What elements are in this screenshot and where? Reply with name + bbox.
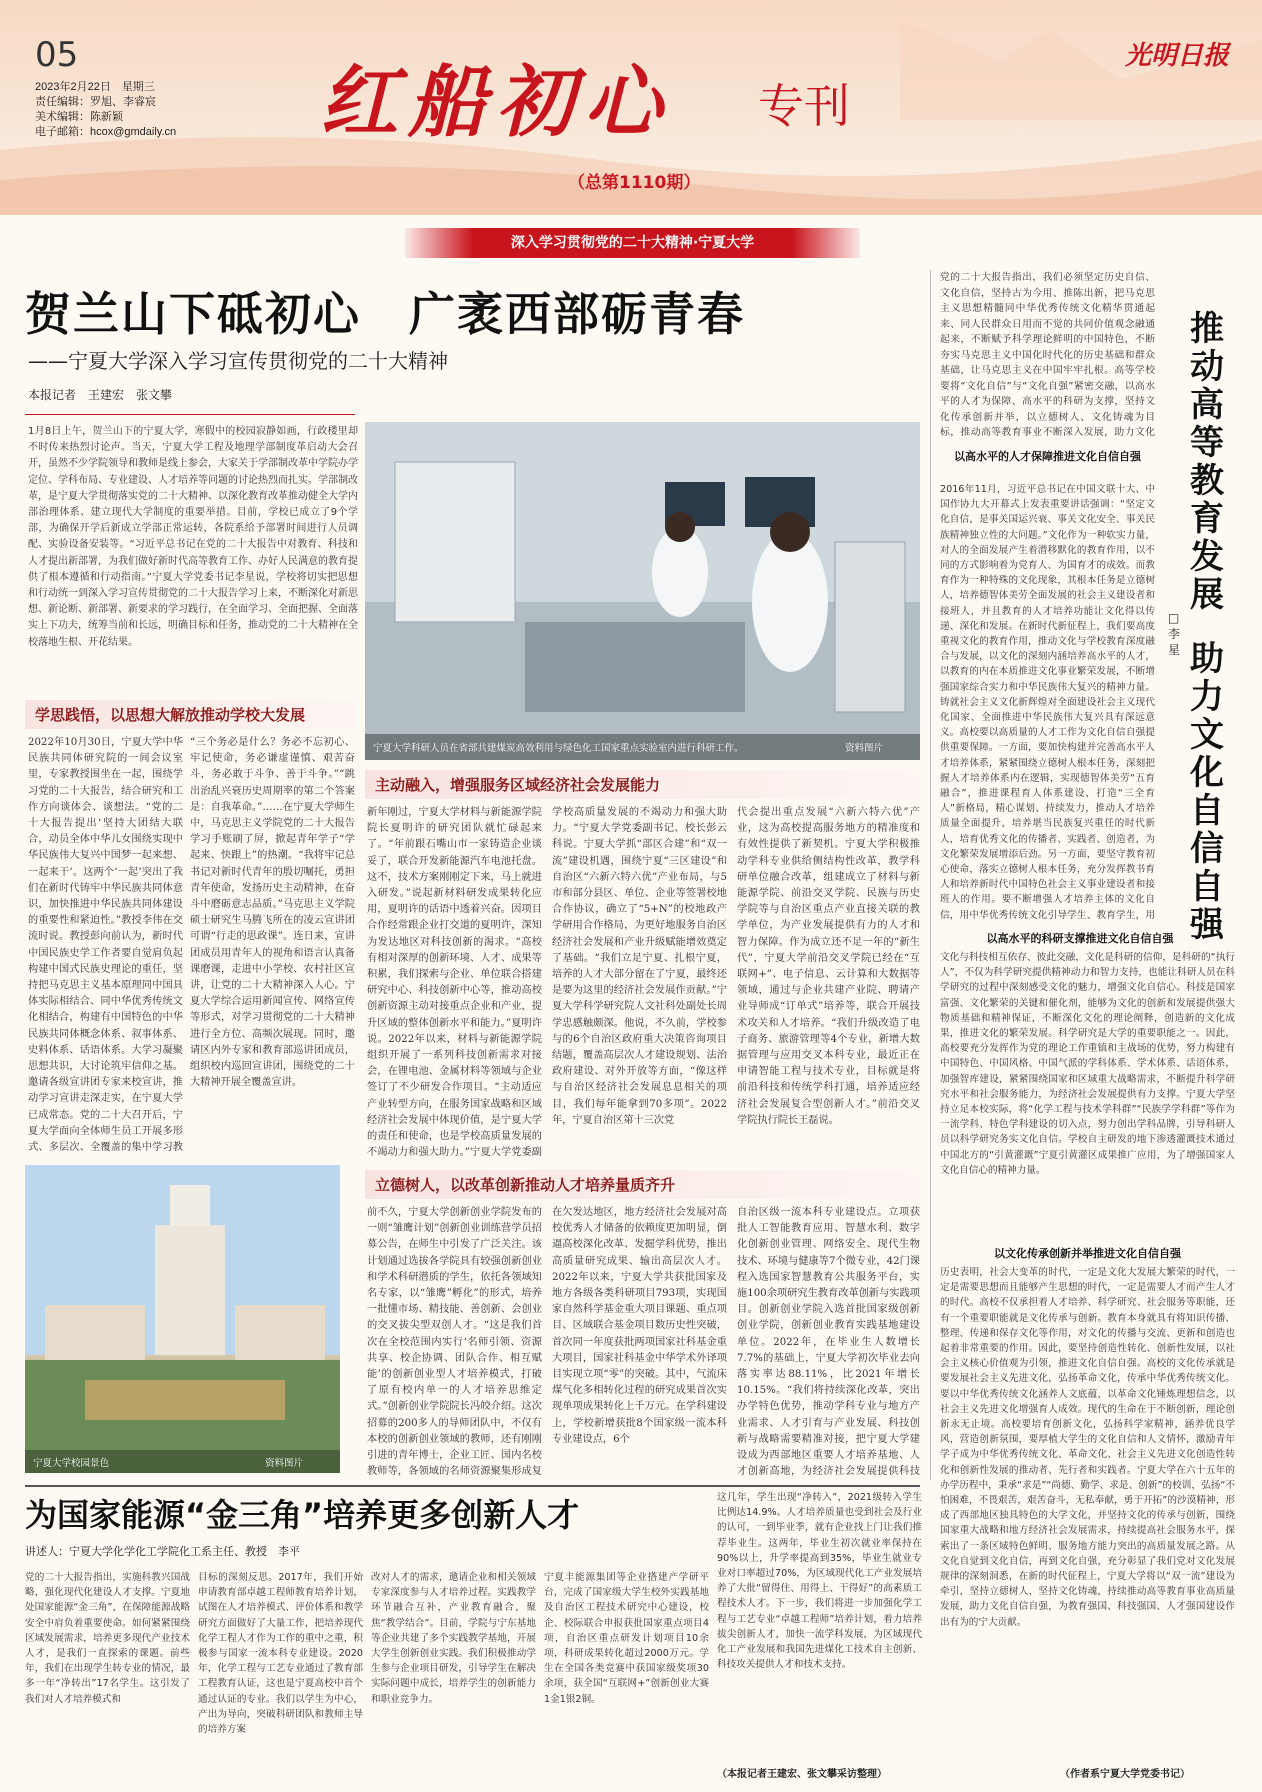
bottom-column4: 宁夏丰能源集团等企业搭建产学研平台，完成了国家级大学生校外实践基地及自治区工程技术研究中心建设，校企、校际联合申报获批国家重点项目4项，自治区重点研发计划项目10余项，科研成果转化超过2000万元。学生在全国各类竞赛中获国家级奖项30余项，获全国“互联网+”创新创业大赛1金1银2铜。 (544, 1572, 709, 1705)
main-headline: 贺兰山下砥初心 广袤西部砺青春 (25, 287, 745, 341)
campus-photo-illustration (25, 1165, 340, 1473)
campus-photo (25, 1165, 340, 1473)
side-intro: 党的二十大报告指出，我们必须坚定历史自信、文化自信，坚持古为今用、推陈出新，把马克思主义思想精髓同中华优秀传统文化精华贯通起来、同人民群众日用而不觉的共同价值观念融通起来，不断赋予科学理论鲜明的中国特色，不断夯实马克思主义中国化时代化的历史基础和群众基础，让马克思主义在中国牢牢扎根。高等学校要将“文化自信”与“文化自强”紧密交融，以高水平的人才为保障、高水平的科研为支撑，坚持文化传承创新并举，以立德树人、文化铸魂为目标，推动高等教育事业不断深入发展，助力文化 (940, 272, 1155, 438)
campus-photo-caption: 宁夏大学校园景色 (33, 1458, 110, 1469)
newspaper-logo: 光明日报 (1125, 41, 1230, 71)
issue-number: （总第1110期） (568, 173, 701, 193)
bottom-column2: 目标的深刻反思。2017年，我们开始申请教育部卓越工程师教育培养计划，试图在人才培养模式、评价体系和教学研究方面做好了大量工作，把培养现代化学工程人才作为工作的重中之重，积极参与国家一流本科专业建设。2020年，化学工程与工艺专业通过了教育部工程教育认证，这也是宁夏高校中首个通过认证的专业。我们以学生为中心，产出为导向，突破科研团队和教师主导的培养方案 (198, 1572, 363, 1736)
divider (25, 414, 355, 415)
bottom-credit: （本报记者王建宏、张文攀采访整理） (717, 1769, 887, 1780)
side-sec1-title: 以高水平的人才保障推进文化自信自强 (954, 450, 1141, 463)
lab-photo-illustration (365, 422, 920, 760)
page-number: 05 (35, 35, 79, 75)
section3-column1: 前不久，宁夏大学创新创业学院发布的一则“雏鹰计划”创新创业训练营学员招募公告，在师生中引发了广泛关注。该计划通过选拔各学院具有较强创新创业和学术科研潜质的学生，依托各领域知名专家，以“雏鹰”孵化”的形式，培养一批懂市场、精技能、善创新、会创业的交叉拔尖型双创人才。“这是我们首次在全校范围内实行‘名师引领、资源共享、校企协调、团队合作、相互赋能’的创新创业型人才培养模式，打破了原有校内单一的人才培养思维定式。”创新创业学院院长冯皎介绍。这次招募的200多人的导师团队中，不仅有本校的创新创业领域的教师，还有刚刚引进的青年博士，企业工匠、国内名校教师等，各领域的名师资源聚集形成复 (367, 1207, 542, 1478)
side-author: □李星 (1168, 611, 1181, 657)
side-title-part1: 推动高等教育发展 (1190, 309, 1224, 615)
side-sec2-body: 文化与科技相互依存、彼此交融，文化是科研的信仰，是科研的“执行人”，不仅为科学研究提供精神动力和智力支持，也能让科研人员在科学研究的过程中深刻感受文化的魅力，增强文化自信心。科技是国家富强、文化繁荣的关键和催化剂，能够为文化的创新和发展提供强大物质基础和精神保证，不断深化文化的理论阐释，创造新的文化成果，推进文化的繁荣发展。科学研究是大学的重要职能之一。因此，高校要充分发挥作为党的理论工作重镇和主战场的优势，努力构建有中国特色、中国风格、中国气派的学科体系、学术体系、话语体系，加强智库建设，紧紧围绕国家和区域重大战略需求，不断提升科学研究水平和社会服务能力，为经济社会发展提供有力支撑。宁夏大学坚持立足本校实际，将“化学工程与技术学科群”“民族学学科群”等作为一流学科、特色学科建设的切入点，努力创出学科品牌，引导科研人员以科学研究务实文化自信。学校自主研发的地下渗透灌溉技术通过中国北方的“引黄灌溉”宁夏引黄灌区成果推广应用，为了增强国家人文化自信心的精神力量。 (940, 952, 1235, 1176)
section2-column3: 代会提出重点发展“六新六特六优”产业，这为高校提高服务地方的精准度和有效性提供了新契机。宁夏大学积极推动学科专业供给侧结构性改革，教学科研单位融合改革，组建成立了材料与新能源学院、前沿交叉学院、民族与历史学院等与自治区重点产业直接关联的教学单位，为产业发展提供有力的人才和智力保障。作为成立还不足一年的“新生代”，宁夏大学前沿交叉学院已经在“互联网+”、电子信息、云计算和大数据等领域，通过与企业共建产业院、聘请产业导师成“订单式”培养等，联合开展技术攻关和人才培养。“我们升级改造了电子商务、旅游管理等4个专业，新增大数据管理与应用交叉本科专业，最近正在申请智能工程与技术专业，目标就是将前沿科技和传统学科打通，培养适应经济社会发展复合型创新人才。”前沿交叉学院执行院长王磊说。 (737, 807, 920, 1126)
section2-column2: 学校高质量发展的不竭动力和强大助力。“宁夏大学党委副书记、校长彭云科说。宁夏大学抓“部区合建”和“双一流”建设机遇，围绕宁夏“三区建设”和自治区“六新六特六优”产业布局，与5市和部分县区、单位、企业等签署校地合作协议，确立了“5+N”的校地政产学研用合作格局，为更好地服务自治区经济社会发展和产业升级赋能增效奠定了基础。“我们立足宁夏、扎根宁夏，培养的人才大部分留在了宁夏，最终还是要为这里的经济社会发展作贡献。”宁夏大学科学研究院人文社科处副处长周学忠感触颇深。他说，不久前，学校参与的6个自治区政府重大决策咨询项目结题，覆盖高层次人才建设规划、法治政府建设、对外开放等方面，“像这样与自治区经济社会发展息息相关的项目，我们每年能拿到70多项”。2022年，宁夏自治区第十三次党 (552, 807, 727, 1126)
lead-paragraph: 1月8日上午，贺兰山下的宁夏大学，寒假中的校园寂静如画，行政楼里却不时传来热烈讨论声。当天，宁夏大学工程及地理学部制度革启动大会召开，虽然不少学院领导和教师是线上参会，大家关于学部制改革中学院办学定位、学科布局、专业建设、人才培养等问题的讨论热烈而扎实。学部制改革，是宁夏大学贯彻落实党的二十大精神、以深化教育改革推动健全大学内部治理体系、建立现代大学制度的重要举措。目前，学校已成立了9个学部，为确保开学后新成立学部正常运转，各院系给予部署时间进行人员调配、实验设备安装等。“习近平总书记在党的二十大报告中对教育、科技和人才提出新部署，为我们做好新时代高等教育工作、办好人民满意的教育提供了根本遵循和行动指南。”宁夏大学党委书记李星说，学校将切实把思想和行动统一到深入学习宣传贯彻党的二十大报告学习上来，不断深化对新思想、新论断、新部署、新要求的学习践行，在全面学习、全面把握、全面落实上下功夫，统筹当前和长远，明确目标和任务，推动党的二十大精神在全校落地生根、开花结果。 (28, 426, 358, 648)
column-divider (930, 270, 931, 1480)
art-editor: 美术编辑：陈新颖 (35, 111, 123, 123)
bottom-speaker: 讲述人：宁夏大学化学化工学院化工系主任、教授 李平 (25, 1545, 300, 1558)
side-sec3-body: 历史表明，社会大变革的时代，一定是文化大发展大繁荣的时代，一定是需要思想而且能够产生思想的时代，一定是需要人才而产生人才的时代。高校不仅承担着人才培养、科学研究、社会服务等职能，还有一个重要职能就是文化传承与创新。教育本身就具有将知识传播、整理、传递和保存文化等作用，对文化的传播与交流、更新和创造也起着非常重要的作用。因此，要坚持创造性转化、创新性发展，以社会主义核心价值观为引领，推进文化自信自强。高校的文化传承就是要发展社会主义先进文化，弘扬革命文化，传承中华优秀传统文化。要以中华优秀传统文化涵养人文底蕴，以革命文化锤炼理想信念，以社会主义先进文化增强育人成效。现代的生命在于不断创新，理论创新永无止境。高校要培育创新文化，弘扬科学家精神，涵养优良学风，营造创新氛围，要厚植大学生的文化自信和人文情怀，激励青年学子成为中华优秀传统文化、革命文化、社会主义先进文化创造性转化和创新性发展的推动者、先行者和实践者。宁夏大学在六十五年的办学历程中，秉承“求是”“尚德、勤学、求是、创新”的校训，弘扬“不怕困难，不畏艰苦，艰苦奋斗，无私奉献，勇于开拓”的沙漠精神，形成了西部地区独具特色的大学文化，并坚持文化的传承与创新，围绕国家重大战略和地方经济社会发展需求，持续提高社会服务水平，探索出了一条区域特色鲜明、服务地方能力突出的高质量发展之路。从文化自觉到文化自信，再到文化自强，充分彰显了我们党对文化发展规律的深刻洞悉，在新的时代征程上，宁夏大学将以“双一流”建设为牵引，坚持立德树人，坚持文化铸魂，持续推动高等教育事业高质量发展，助力文化自信自强，为教育强国、科技强国、人才强国建设作出有为的宁大贡献。 (940, 1267, 1235, 1628)
section3-title: 立德树人，以改革创新推动人才培养量质齐升 (365, 1170, 920, 1199)
column-title: 红船初心 (320, 57, 673, 148)
side-title-part2: 助力文化自信自强 (1190, 639, 1224, 945)
issue-date: 2023年2月22日 星期三 (35, 81, 155, 93)
bottom-headline: 为国家能源“金三角”培养更多创新人才 (25, 1496, 580, 1534)
lab-photo-caption: 宁夏大学科研人员在省部共建煤炭高效利用与绿色化工国家重点实验室内进行科研工作。 (373, 743, 744, 754)
campus-photo-credit: 资料图片 (265, 1458, 304, 1469)
bottom-column1: 党的二十大报告指出，实施科教兴国战略，强化现代化建设人才支撑。宁夏地处国家能源“金三角”，在保障能源战略安全中肩负着重要使命。如何紧紧围绕区域发展需求，培养更多现代产业技术人才，是我们一直探索的课题。前些年，我们在出现学生转专业的情况，最多一年“净转出”17名学生。这引发了我们对人才培养模式和 (25, 1572, 190, 1705)
side-sec3-title: 以文化传承创新并举推进文化自信自强 (994, 1247, 1181, 1260)
lab-photo (365, 422, 920, 760)
section1-title: 学思践悟，以思想大解放推动学校大发展 (25, 700, 355, 729)
main-subheadline: ——宁夏大学深入学习宣传贯彻党的二十大精神 (28, 349, 448, 373)
section1-column1: 2022年10月30日，宁夏大学中华民族共同体研究院的一间会议室里，专家教授围坐在一起，围绕学习党的二十大报告，结合研究和工作方向谈体会、谈想法。“党的二十大报告提出‘坚持大团结大联合，动员全体中华儿女围绕实现中华民族伟大复兴中国梦一起来想、一起来干’。这两个‘一起’突出了我们在新时代铸牢中华民族共同体意识，加快推进中华民族共同体建设的重要性和紧迫性。”教授李伟在交流时说。教授彭向前认为，新时代中国民族史学工作者要自觉肩负起构建中国式民族史理论的重任，坚持把马克思主义基本原理同中国具体实际相结合、同中华优秀传统文化相结合，构建有中国特色的中华民族共同体概念体系、叙事体系、史料体系、话语体系。大学习凝聚思想共识，大讨论筑牢信仰之基。邀请各级宣讲团专家来校宣讲，推动学习宣讲走深走实，在宁夏大学已成常态。党的二十大召开后，宁夏大学面向全体师生员工开展多形式、多层次、全覆盖的集中学习教 (28, 737, 183, 1154)
side-sec2-title: 以高水平的科研支撑推进文化自信自强 (986, 932, 1174, 945)
section2-title: 主动融入，增强服务区域经济社会发展能力 (365, 770, 920, 799)
section3-column2: 在欠发达地区，地方经济社会发展对高校优秀人才储备的依赖度更加明显，倒逼高校深化改革、发掘学科优势，推出高质量研究成果、输出高层次人才。2022年以来，宁夏大学共获批国家及地方各级各类科研项目793项，实现国家自然科学基金重大项目课题、重点项目、区域联合基金项目数历史性突破，首次同一年度获批两项国家社科基金重大项目，国家社科基金中华学术外译项目实现立项“零”的突破。其中，气流床煤气化多相转化过程的研究成果首次实现单项成果转化上千万元。在学科建设上，学校新增获批8个国家级一流本科专业建设点，6个 (552, 1207, 727, 1445)
column-subtitle: 专刊 (758, 79, 850, 133)
topic-banner: 深入学习贯彻党的二十大精神·宁夏大学 (405, 228, 860, 258)
masthead-meta (35, 80, 176, 140)
email: 电子邮箱：hcox@gmdaily.cn (35, 126, 177, 138)
bottom-divider (25, 1485, 920, 1487)
section1-column2: “三个务必是什么？务必不忘初心、牢记使命，务必谦虚谨慎、艰苦奋斗，务必敢于斗争、善于斗争。”“跳出治乱兴衰历史周期率的第二个答案是：自我革命。”……在宁夏大学师生中，马克思主义学院党的二十大报告学习手账刷了屏，掀起青年学子“学起来、快跟上”的热潮。“我将牢记总书记对新时代青年的殷切嘱托，勇担青年使命，发扬历史主动精神，在奋斗中磨砺意志品质。”马克思主义学院硕士研究生马腾飞所在的凌云宣讲团可谓“行走的思政课”。连日来，宣讲团成员用青年人的视角和语言认真备课磨课，走进中小学校、农村社区宣讲，让党的二十大精神深入人心。宁夏大学综合运用新闻宣传、网络宣传等形式，对学习贯彻党的二十大精神进行全方位、高频次展现。同时，邀请区内外专家和教育部巡讲团成员，组织校内巡回宣讲团，围绕党的二十大精神开展全覆盖宣讲。 (190, 737, 355, 1089)
section3-column3: 自治区级一流本科专业建设点。立项获批人工智能教育应用、智慧水利、数字化创新创业管理、网络安全、现代生物技术、环境与健康等7个微专业，42门课程入选国家智慧教育公共服务平台，实施100余项研究生教育改革创新与实践项目。创新创业学院入选首批国家级创新创业学院，创新创业教育实践基地建设单位。2022年，在毕业生人数增长7.7%的基础上，宁夏大学初次毕业去向落实率达88.11%，比2021年增长10.15%。“我们将持续深化改革，突出办学特色优势，推动学科专业与地方产业需求、人才引育与产业发展、科技创新与战略需要精准对接，把宁夏大学建设成为西部地区重要人才培养基地、人才创新高地，为经济社会发展提供科技 (737, 1207, 920, 1478)
lab-photo-credit: 资料图片 (845, 743, 884, 754)
section2-column1: 新年刚过，宁夏大学材料与新能源学院院长夏明许的研究团队就忙碌起来了。“年前跟石嘴山市一家铸造企业谈妥了，联合开发新能源汽车电池托盘。这不，技术方案刚刚定下来，马上就进入研发。”说起新材料研发成果转化应用，夏明许的话语中透着兴奋。因项目合作经常跟企业打交道的夏明许，深知为发达地区对科技创新的渴求。“高校有相对深厚的创新环境、人才、成果等积累，我们探索与企业、单位联合搭建研究中心、科技创新中心等，推动高校创新资源主动对接重点企业和产业，提升区域的整体创新水平和能力。”夏明许说。2022年以来，材料与新能源学院组织开展了一系列科技创新需求对接会，在锂电池、金属材料等领域与企业签订了不少研发合作项目。“主动适应产业转型方向，在服务国家战略和区域经济社会发展中体现价值，是宁夏大学的责任和使命，也是学校高质量发展的不竭动力和强大助力。”宁夏大学党委副 (367, 807, 542, 1159)
bottom-column5: 这几年，学生出现“净转入”，2021级转入学生比例达14.9%。人才培养质量也受到社会及行业的认可，一到毕业季，就有企业找上门让我们推荐毕业生。这两年，毕业生初次就业率保持在90%以上，升学率提高到35%，毕业生就业专业对口率超过70%，为区域现代化工产业发展培养了大批“留得住、用得上、干得好”的高素质工程技术人才。下一步，我们将进一步加强化学工程与工艺专业“卓越工程师”培养计划，着力培养拔尖创新人才，加快一流学科发展，为区域现代化工产业发展和我国先进煤化工技术自主创新、科技攻关提供人才和技术支持。 (717, 1492, 922, 1671)
side-footer: （作者系宁夏大学党委书记） (1060, 1769, 1190, 1780)
bottom-column3: 改对人才的需求，邀请企业和相关领域专家深度参与人才培养过程。实践教学环节融合互补，产业教育融合，聚焦“教学结合”。目前，学院与宁东基地等企业共建了多个实践教学基地，开展大学生创新创业实践。我们积极推动学生参与企业项目研发，引导学生在解决实际问题中成长，培养学生的创新能力和职业竞争力。 (371, 1572, 536, 1705)
byline: 本报记者 王建宏 张文攀 (28, 388, 173, 402)
side-sec1-body: 2016年11月，习近平总书记在中国文联十大、中国作协九大开幕式上发表重要讲话强调：“坚定文化自信，是事关国运兴衰、事关文化安全、事关民族精神独立性的大问题。”文化作为一种软实力量，对人的全面发展产生着潜移默化的教育作用，以不同的方式影响着为党育人、为国育才的成效。而教育作为一种特殊的文化现象，其根本任务是立德树人，培养德智体美劳全面发展的社会主义建设者和接班人，并且教育的人才培养功能让文化得以传递、深化和发展。在新时代新征程上，我们要高度重视文化的教育作用，推动文化与学校教育深度融合与发展，以文化的深刻内涵培养高水平的人才，以教育的内在本质推进文化事业繁荣发展，不断增强国家综合实力和中华民族伟大复兴的精神力量。铸就社会主义文化新辉煌对全面建设社会主义现代化国家、全面推进中华民族伟大复兴具有深远意义。高校要以高质量的人才工作为文化自信自强提供重要保障。一方面，要加快构建并完善高水平人才培养体系，紧紧围绕立德树人根本任务，深刻把握人才培养体系内在逻辑，实现德智体美劳“五育融合”，推进课程育人体系建设，打造“三全育人”新格局，精心谋划、持续发力，推动人才培养质量全面提升，培养堪当民族复兴重任的时代新人，培育优秀文化的传播者、实践者、创造者，为文化繁荣发展增添后劲。另一方面，要坚守教育初心使命，落实立德树人根本任务，充分发挥教书育人和培养新时代中国特色社会主义事业建设者和接班人的作用。要不断增强人才培养主体的文化自信，用中华优秀传统文化引导学生、教育学生，用 (940, 484, 1155, 921)
responsible-editor: 责任编辑：罗旭、李睿宸 (35, 96, 156, 108)
